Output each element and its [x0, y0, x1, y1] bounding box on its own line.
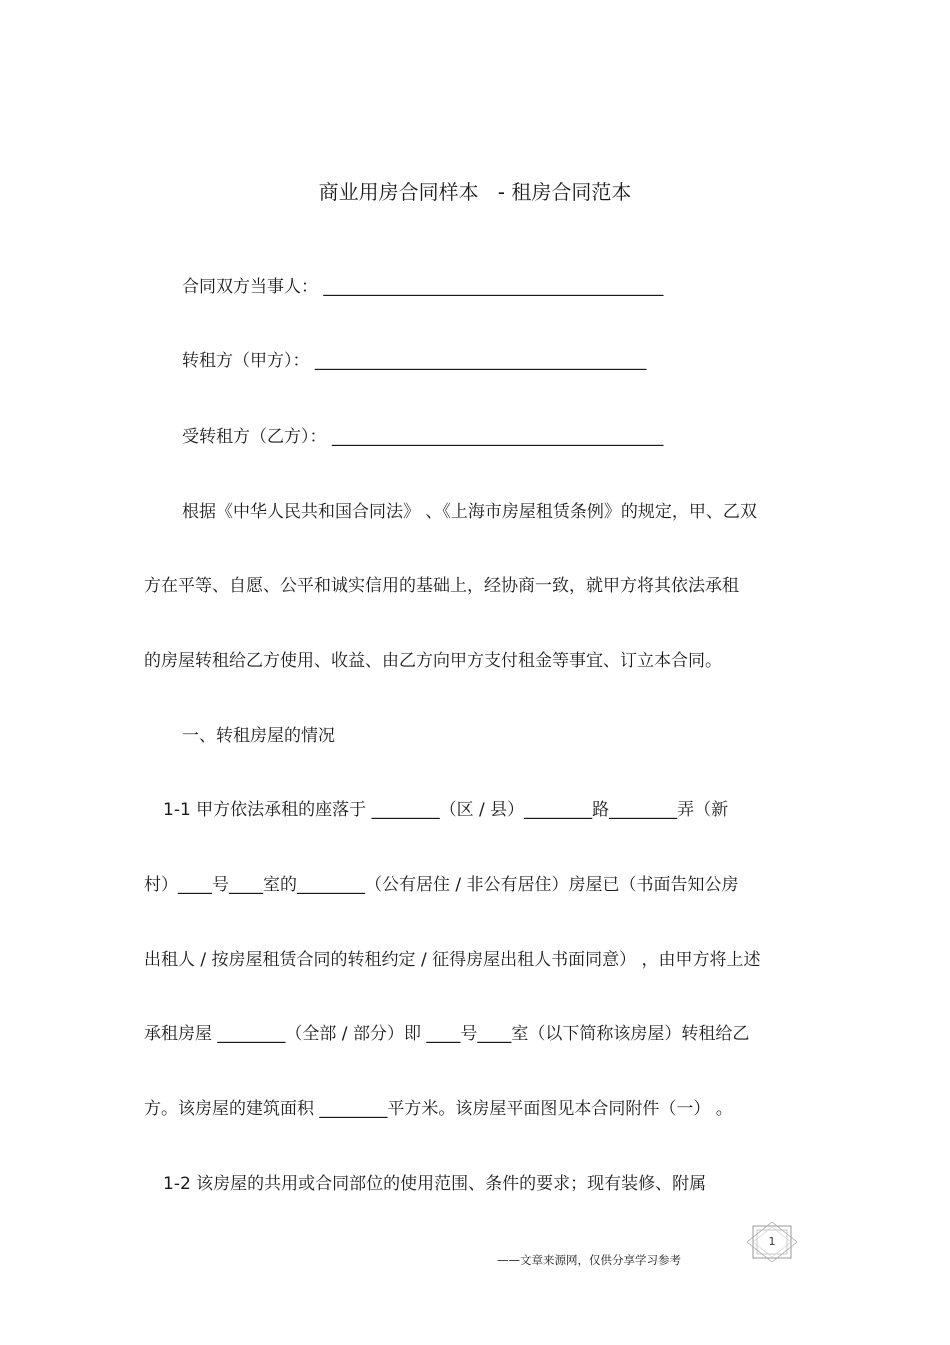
footer-note: ——文章来源网，仅供分享学习参考 — [497, 1253, 681, 1267]
clause-line: 方。该房屋的建筑面积 ________平方米。该房屋平面图见本合同附件（一） 。 — [144, 1099, 733, 1119]
page-number: 1 — [768, 1235, 776, 1248]
page-title: 商业用房合同样本 - 租房合同范本 — [318, 180, 632, 204]
paragraph-line: 根据《中华人民共和国合同法》 、《上海市房屋租赁条例》的规定，甲、乙双 — [182, 502, 757, 522]
clause-line: 1-2 该房屋的共用或合同部位的使用范围、条件的要求；现有装修、附属 — [163, 1174, 707, 1194]
sublessor-line: 转租方（甲方）： _______________________________________ — [182, 351, 647, 371]
clause-line: 出租人 / 按房屋租赁合同的转租约定 / 征得房屋出租人书面同意） ，由甲方将上述 — [144, 950, 761, 970]
clause-line: 承租房屋 ________（全部 / 部分）即 ____号____室（以下简称该房屋）转租给乙 — [144, 1024, 750, 1044]
paragraph-line: 的房屋转租给乙方使用、收益、由乙方向甲方支付租金等事宜、订立本合同。 — [144, 651, 722, 671]
party-line: 合同双方当事人： ________________________________________ — [182, 277, 664, 297]
section-heading: 一、转租房屋的情况 — [182, 726, 335, 746]
sublessee-line: 受转租方（乙方）： _______________________________________ — [182, 427, 664, 447]
page-number-badge — [747, 1222, 797, 1262]
paragraph-line: 方在平等、自愿、公平和诚实信用的基础上，经协商一致，就甲方将其依法承租 — [144, 576, 739, 596]
clause-line: 1-1 甲方依法承租的座落于 ________（区 / 县）________路________弄（新 — [163, 800, 729, 820]
clause-line: 村）____号____室的________（公有居住 / 非公有居住）房屋已（书面告知公房 — [144, 875, 739, 895]
